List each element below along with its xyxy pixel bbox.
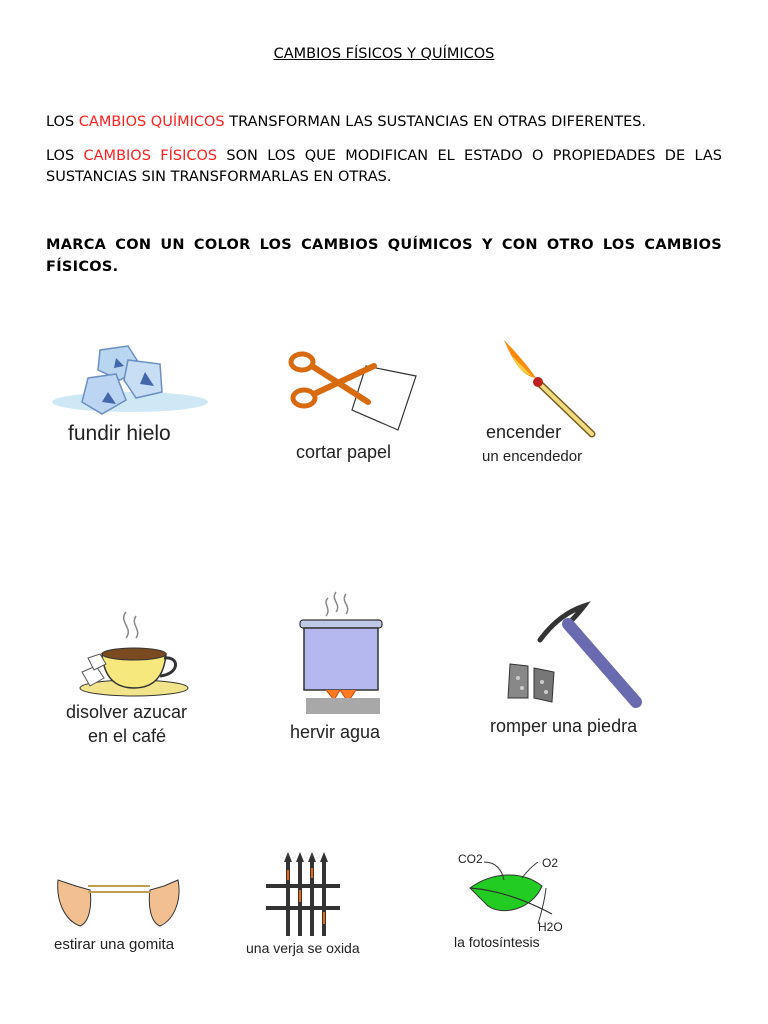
item-caption: una verja se oxida: [246, 940, 360, 956]
scissors-icon: [286, 346, 426, 426]
instruction-text: MARCA CON UN COLOR LOS CAMBIOS QUÍMICOS Y CON OTRO LOS CAMBIOS FÍSICOS.: [46, 237, 722, 275]
coffee-cup-icon: [60, 608, 200, 698]
item-caption: romper una piedra: [490, 716, 638, 736]
item-caption: la fotosíntesis: [454, 934, 540, 950]
h2o-label: H2O: [538, 920, 563, 934]
item-caption: fundir hielo: [68, 422, 171, 445]
item-fotosintesis[interactable]: [452, 850, 592, 960]
ice-icon: [50, 340, 220, 430]
paragraph-physical: LOS CAMBIOS FÍSICOS SON LOS QUE MODIFICAN EL ESTADO O PROPIEDADES DE LAS SUSTANCIAS SIN TRANSFORMARLAS EN OTRAS.: [46, 148, 722, 185]
item-disolver-azucar[interactable]: [60, 608, 210, 748]
item-verja-oxida[interactable]: [244, 850, 374, 960]
item-hervir-agua[interactable]: [286, 590, 406, 750]
hands-rubber-band-icon: [50, 860, 190, 932]
chemical-changes-highlight: CAMBIOS QUÍMICOS: [78, 114, 225, 130]
pickaxe-icon: [488, 602, 648, 712]
item-caption: estirar una gomita: [54, 936, 175, 953]
paragraph-chemical: LOS CAMBIOS QUÍMICOS TRANSFORMAN LAS SUSTANCIAS EN OTRAS DIFERENTES.: [46, 114, 647, 130]
item-romper-piedra[interactable]: [488, 602, 668, 742]
item-caption: cortar papel: [296, 442, 392, 462]
item-cortar-papel[interactable]: [286, 346, 426, 466]
page-title: CAMBIOS FÍSICOS Y QUÍMICOS: [273, 46, 495, 62]
rusty-fence-icon: [244, 850, 354, 940]
physical-changes-highlight: CAMBIOS FÍSICOS: [83, 148, 218, 164]
item-fundir-hielo[interactable]: [50, 340, 220, 460]
item-caption-line1: encender: [486, 422, 562, 442]
co2-label: CO2: [458, 852, 483, 866]
item-caption-line2: en el café: [88, 726, 167, 746]
item-estirar-gomita[interactable]: [50, 860, 190, 960]
boiling-pot-icon: [286, 590, 396, 720]
item-caption-line2: un encendedor: [482, 448, 583, 465]
item-caption-line1: disolver azucar: [66, 702, 188, 722]
o2-label: O2: [542, 856, 559, 870]
item-caption: hervir agua: [290, 722, 381, 742]
item-encender[interactable]: [480, 338, 630, 478]
